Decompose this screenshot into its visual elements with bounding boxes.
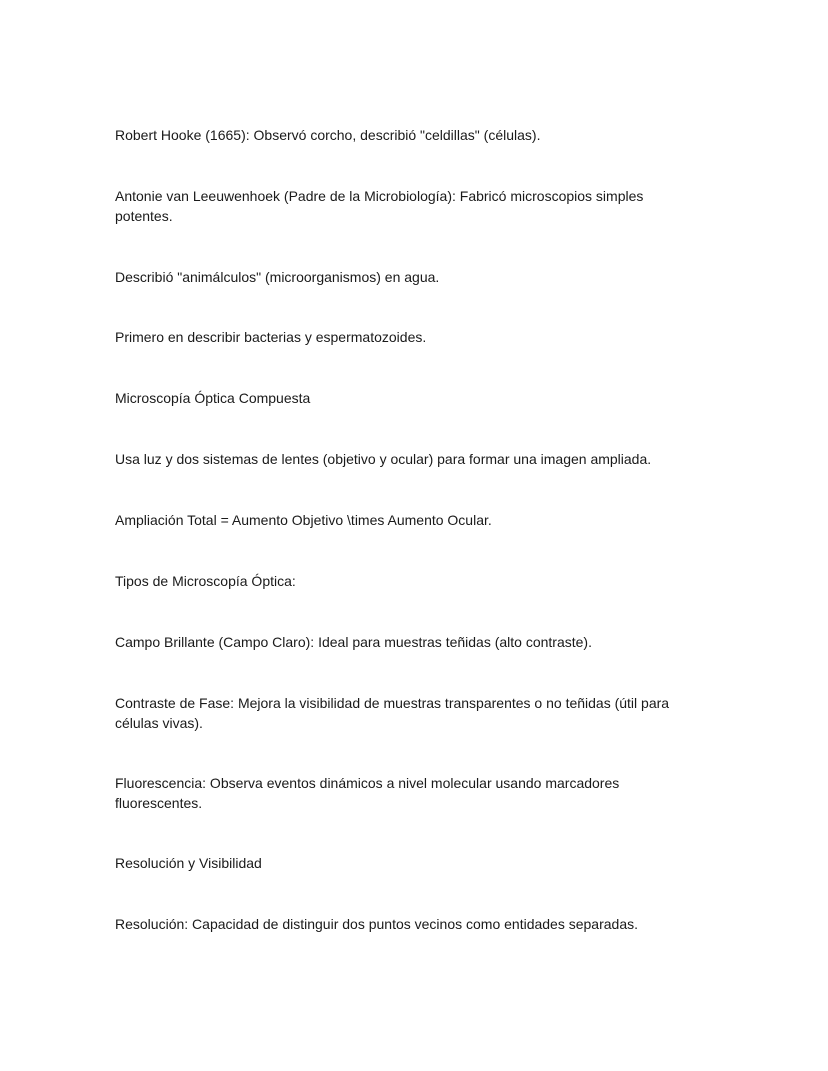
paragraph-ampliacion-total: Ampliación Total = Aumento Objetivo \times Aumento Ocular. (115, 512, 492, 528)
paragraph-resolucion: Resolución: Capacidad de distinguir dos puntos vecinos como entidades separadas. (115, 916, 638, 932)
paragraph-usa-luz: Usa luz y dos sistemas de lentes (objetivo y ocular) para formar una imagen ampliada. (115, 451, 652, 467)
heading-tipos-microscopia: Tipos de Microscopía Óptica: (115, 573, 296, 589)
heading-resolucion-visibilidad: Resolución y Visibilidad (115, 855, 262, 871)
paragraph-contraste-fase: Contraste de Fase: Mejora la visibilidad de muestras transparentes o no teñidas (útil para células vivas). (115, 695, 670, 731)
paragraph-bacterias: Primero en describir bacterias y espermatozoides. (115, 329, 427, 345)
heading-microscopia-optica-compuesta: Microscopía Óptica Compuesta (115, 390, 311, 406)
paragraph-campo-brillante: Campo Brillante (Campo Claro): Ideal para muestras teñidas (alto contraste). (115, 634, 592, 650)
paragraph-leeuwenhoek: Antonie van Leeuwenhoek (Padre de la Microbiología): Fabricó microscopios simples potentes. (115, 188, 644, 224)
paragraph-fluorescencia: Fluorescencia: Observa eventos dinámicos a nivel molecular usando marcadores fluorescentes. (115, 775, 620, 811)
paragraph-animalculos: Describió "animálculos" (microorganismos) en agua. (115, 269, 440, 285)
paragraph-robert-hooke: Robert Hooke (1665): Observó corcho, describió "celdillas" (células). (115, 127, 541, 143)
